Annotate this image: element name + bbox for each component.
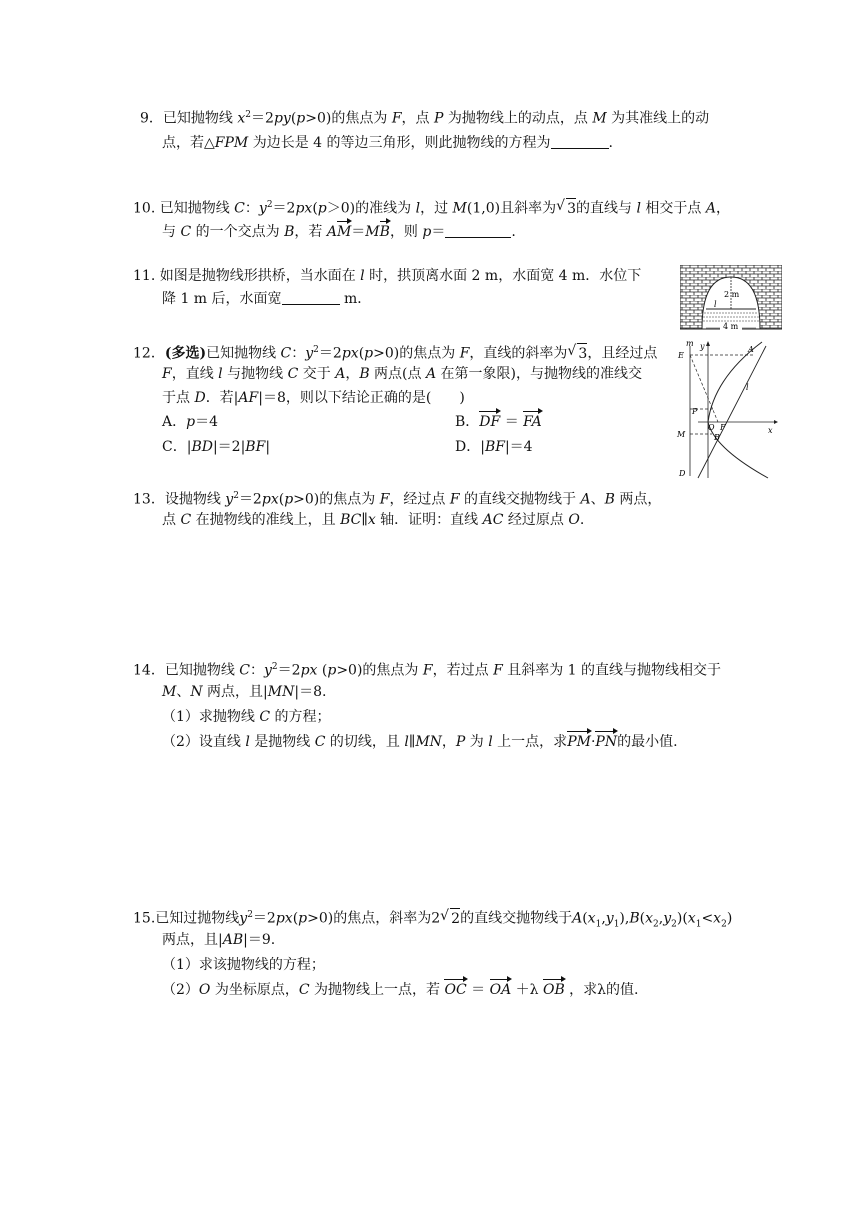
q14-part1: （1）求抛物线 C 的方程； (162, 709, 331, 725)
fig-label-M: M (677, 430, 686, 439)
q13-line1: 13．设抛物线 $y^2=2px(p>0)$的焦点为 F，经过点 F 的直线交抛物线于 A、B 两点， (133, 491, 662, 508)
fig-label-E: E (678, 351, 684, 360)
q13-number: 13． (133, 491, 165, 508)
fig-label-y: y (700, 342, 705, 351)
q13-line2: 点 C 在抛物线的准线上，且 BC∥x 轴．证明：直线 AC 经过原点 O. (162, 512, 585, 528)
q10-number: 10. (133, 200, 156, 217)
q12-option-c[interactable]: C．|BD|＝2|BF| (162, 439, 271, 455)
q15-number: 15. (133, 910, 156, 927)
q15-line1: 15.已知过抛物线$y^2=2px(p>0)$的焦点，斜率为2√ 2的直线交抛物线于$A(x_1,y_1),B(x_2,y_2)(x_1<x_2)$ (133, 905, 732, 934)
q12-line2: F，直线 l 与抛物线 C 交于 A，B 两点(点 A 在第一象限)，与抛物线的准线交 (162, 366, 643, 382)
fig-label-m: m (686, 339, 694, 348)
q14-line2: M、N 两点，且|MN|＝8. (162, 684, 327, 700)
q12-number: 12． (133, 345, 165, 362)
q12-option-b[interactable]: B．DF ＝ FA (455, 414, 542, 430)
q15-part1: （1）求该抛物线的方程； (162, 957, 325, 973)
q14-part2: （2）设直线 l 是抛物线 C 的切线，且 l∥MN，P 为 l 上一点，求PM·PN的最小值. (162, 734, 678, 750)
fig-label-x: x (768, 426, 773, 435)
fig-label-A: A (748, 345, 754, 354)
q11-line1: 11. 如图是抛物线形拱桥，当水面在 l 时，拱顶离水面 2 m，水面宽 4 m．水位下 (133, 268, 642, 284)
q11-number: 11. (133, 268, 156, 284)
arch-waterline-label: l (714, 300, 717, 309)
fig-label-P: P (692, 407, 698, 416)
fig-label-O: O (708, 423, 715, 432)
fig-label-D: D (679, 469, 686, 478)
q14-number: 14． (133, 662, 165, 679)
q12-line3: 于点 D．若|AF|＝8，则以下结论正确的是( ) (162, 390, 465, 406)
fig-label-B: B (714, 433, 720, 442)
q15-part2: （2）O 为坐标原点，C 为抛物线上一点，若 OC ＝ OA ＋λ OB ，求λ的值. (162, 982, 639, 998)
q9-number: 9． (140, 110, 163, 127)
arch-height-label: 2 m (724, 290, 740, 299)
q10-line1: 10. 已知抛物线 C：$y^2=2px(p>0)$的准线为 l，过 M(1,0)且斜率为√ 3的直线与 l 相交于点 A， (133, 195, 730, 219)
q12-line1: 12．(多选)已知抛物线 C：$y^2=2px(p>0)$的焦点为 F，直线的斜率为√ 3，且经过点 (133, 340, 657, 364)
arch-width-label: 4 m (723, 322, 739, 331)
q9-line2: 点，若△FPM 为边长是 4 的等边三角形，则此抛物线的方程为 . (162, 135, 613, 151)
q9-line1: 9．已知抛物线 $x^2=2py(p>0)$的焦点为 F，点 P 为抛物线上的动点，点 M 为其准线上的动 (140, 110, 710, 127)
parabola-focus-figure (674, 338, 782, 480)
arch-bridge-figure (680, 265, 782, 331)
q12-option-a[interactable]: A．p＝4 (162, 414, 219, 430)
q10-line2: 与 C 的一个交点为 B，若 AM＝MB，则 p＝ . (162, 224, 516, 240)
fig-label-l: l (746, 383, 749, 392)
q12-option-d[interactable]: D．|BF|＝4 (455, 439, 533, 455)
q15-line2: 两点，且|AB|＝9. (162, 932, 276, 948)
q14-line1: 14．已知抛物线 C：$y^2=2px$ (p>0)的焦点为 F，若过点 F 且斜率为 1 的直线与抛物线相交于 (133, 662, 722, 679)
fig-label-F: F (720, 423, 726, 432)
q11-line2: 降 1 m 后，水面宽 m． (162, 291, 372, 307)
q12-multi-tag: (多选) (164, 345, 207, 362)
